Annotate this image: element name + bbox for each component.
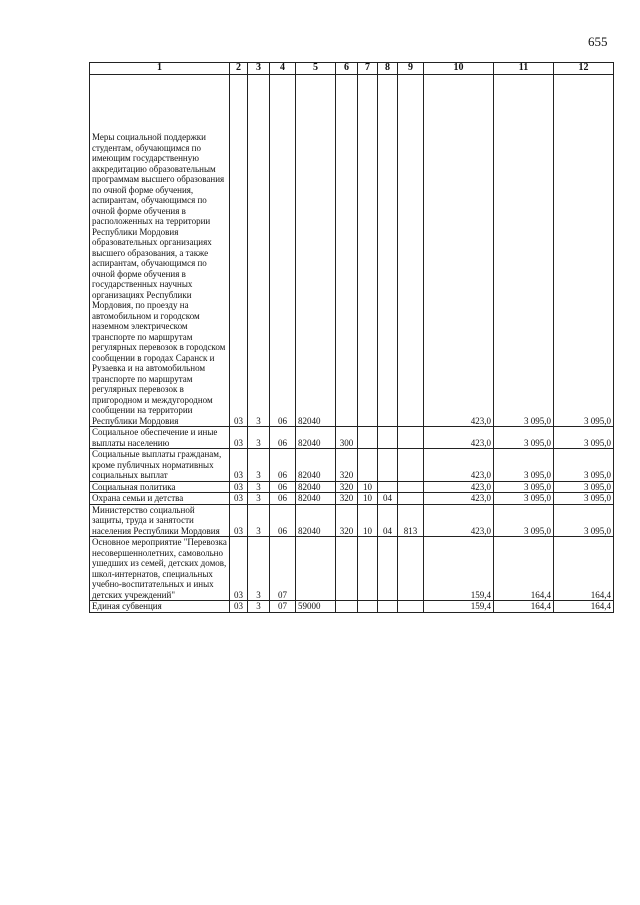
row-name-cell: Социальное обеспечение и иные выплаты населению <box>90 427 230 449</box>
cell-col4: 06 <box>270 427 296 449</box>
cell-col4: 06 <box>270 449 296 482</box>
cell-col7 <box>358 449 378 482</box>
cell-col4: 06 <box>270 75 296 427</box>
page-number: 655 <box>588 34 608 49</box>
cell-col9 <box>398 449 424 482</box>
cell-col6 <box>336 537 358 601</box>
column-header: 2 <box>230 63 248 75</box>
cell-col4: 07 <box>270 537 296 601</box>
cell-col5: 82040 <box>296 449 336 482</box>
cell-col5: 59000 <box>296 601 336 613</box>
table-row <box>90 601 614 613</box>
cell-col6: 320 <box>336 493 358 505</box>
cell-col12: 3 095,0 <box>554 481 614 493</box>
table-row <box>90 493 614 505</box>
cell-col7 <box>358 427 378 449</box>
cell-col10: 423,0 <box>424 427 494 449</box>
cell-col5: 82040 <box>296 427 336 449</box>
cell-col2: 03 <box>230 427 248 449</box>
cell-col6: 320 <box>336 449 358 482</box>
cell-col6: 320 <box>336 504 358 537</box>
column-header: 6 <box>336 63 358 75</box>
cell-col8 <box>378 75 398 427</box>
cell-col2: 03 <box>230 481 248 493</box>
cell-col3: 3 <box>248 481 270 493</box>
cell-col12: 3 095,0 <box>554 427 614 449</box>
cell-col9 <box>398 481 424 493</box>
cell-col11: 3 095,0 <box>494 449 554 482</box>
cell-col12: 3 095,0 <box>554 493 614 505</box>
column-header: 11 <box>494 63 554 75</box>
row-name-cell: Социальная политика <box>90 481 230 493</box>
cell-col5: 82040 <box>296 481 336 493</box>
cell-col3: 3 <box>248 449 270 482</box>
table-row <box>90 75 614 427</box>
table-row <box>90 537 614 601</box>
table-row <box>90 481 614 493</box>
cell-col11: 3 095,0 <box>494 75 554 427</box>
cell-col7 <box>358 537 378 601</box>
cell-col10: 159,4 <box>424 537 494 601</box>
cell-col4: 06 <box>270 481 296 493</box>
row-name-cell: Меры социальной поддержки студентам, обучающимся по имеющим государственную аккредитацию образовательным программам высшего образования по очной форме обучения, аспирантам, обучающимся по очной форме обучения в расположенных на территории Республики Мордовия образовательных организациях высшего образования, а также аспирантам, обучающимся по очной форме обучения в государственных научных организациях Республики Мордовия, по проезду на автомобильном и городском наземном электрическом транспорте по маршрутам регулярных перевозок в городском сообщении в городах Саранск и Рузаевка и на автомобильном транспорте по маршрутам регулярных перевозок в пригородном и междугородном сообщении на территории Республики Мордовия <box>90 75 230 427</box>
cell-col2: 03 <box>230 493 248 505</box>
cell-col10: 423,0 <box>424 493 494 505</box>
row-name-cell: Охрана семьи и детства <box>90 493 230 505</box>
row-name-cell: Основное мероприятие "Перевозка несовершеннолетних, самовольно ушедших из семей, детских домов, школ-интернатов, специальных учебно-воспитательных и иных детских учреждений" <box>90 537 230 601</box>
cell-col4: 07 <box>270 601 296 613</box>
cell-col9 <box>398 601 424 613</box>
column-header: 9 <box>398 63 424 75</box>
cell-col12: 3 095,0 <box>554 504 614 537</box>
column-header: 10 <box>424 63 494 75</box>
cell-col10: 159,4 <box>424 601 494 613</box>
cell-col6: 320 <box>336 481 358 493</box>
column-header: 3 <box>248 63 270 75</box>
cell-col8 <box>378 449 398 482</box>
cell-col12: 3 095,0 <box>554 75 614 427</box>
cell-col12: 3 095,0 <box>554 449 614 482</box>
cell-col8 <box>378 601 398 613</box>
column-header: 1 <box>90 63 230 75</box>
row-name-cell: Единая субвенция <box>90 601 230 613</box>
row-name-cell: Министерство социальной защиты, труда и занятости населения Республики Мордовия <box>90 504 230 537</box>
cell-col10: 423,0 <box>424 449 494 482</box>
cell-col10: 423,0 <box>424 75 494 427</box>
cell-col2: 03 <box>230 601 248 613</box>
cell-col2: 03 <box>230 504 248 537</box>
cell-col3: 3 <box>248 537 270 601</box>
cell-col7 <box>358 601 378 613</box>
row-name-cell: Социальные выплаты гражданам, кроме публичных нормативных социальных выплат <box>90 449 230 482</box>
cell-col8: 04 <box>378 493 398 505</box>
cell-col8 <box>378 481 398 493</box>
cell-col8 <box>378 427 398 449</box>
cell-col5 <box>296 537 336 601</box>
cell-col3: 3 <box>248 75 270 427</box>
cell-col8: 04 <box>378 504 398 537</box>
cell-col3: 3 <box>248 493 270 505</box>
cell-col5: 82040 <box>296 493 336 505</box>
cell-col4: 06 <box>270 504 296 537</box>
column-header: 4 <box>270 63 296 75</box>
cell-col3: 3 <box>248 504 270 537</box>
table-header-row <box>90 63 614 75</box>
cell-col11: 3 095,0 <box>494 504 554 537</box>
column-header: 7 <box>358 63 378 75</box>
cell-col9 <box>398 75 424 427</box>
cell-col6: 300 <box>336 427 358 449</box>
cell-col9: 813 <box>398 504 424 537</box>
table-row <box>90 504 614 537</box>
cell-col6 <box>336 75 358 427</box>
cell-col7 <box>358 75 378 427</box>
cell-col7: 10 <box>358 504 378 537</box>
cell-col3: 3 <box>248 427 270 449</box>
cell-col10: 423,0 <box>424 481 494 493</box>
cell-col11: 164,4 <box>494 601 554 613</box>
column-header: 12 <box>554 63 614 75</box>
cell-col9 <box>398 427 424 449</box>
column-header: 5 <box>296 63 336 75</box>
cell-col2: 03 <box>230 537 248 601</box>
cell-col11: 164,4 <box>494 537 554 601</box>
cell-col2: 03 <box>230 75 248 427</box>
cell-col11: 3 095,0 <box>494 427 554 449</box>
cell-col9 <box>398 537 424 601</box>
cell-col8 <box>378 537 398 601</box>
cell-col3: 3 <box>248 601 270 613</box>
cell-col6 <box>336 601 358 613</box>
cell-col7: 10 <box>358 481 378 493</box>
column-header: 8 <box>378 63 398 75</box>
cell-col4: 06 <box>270 493 296 505</box>
cell-col12: 164,4 <box>554 537 614 601</box>
budget-table <box>89 62 614 613</box>
cell-col2: 03 <box>230 449 248 482</box>
cell-col5: 82040 <box>296 75 336 427</box>
table-row <box>90 449 614 482</box>
cell-col7: 10 <box>358 493 378 505</box>
cell-col12: 164,4 <box>554 601 614 613</box>
cell-col10: 423,0 <box>424 504 494 537</box>
cell-col11: 3 095,0 <box>494 493 554 505</box>
cell-col5: 82040 <box>296 504 336 537</box>
table-row <box>90 427 614 449</box>
cell-col11: 3 095,0 <box>494 481 554 493</box>
cell-col9 <box>398 493 424 505</box>
